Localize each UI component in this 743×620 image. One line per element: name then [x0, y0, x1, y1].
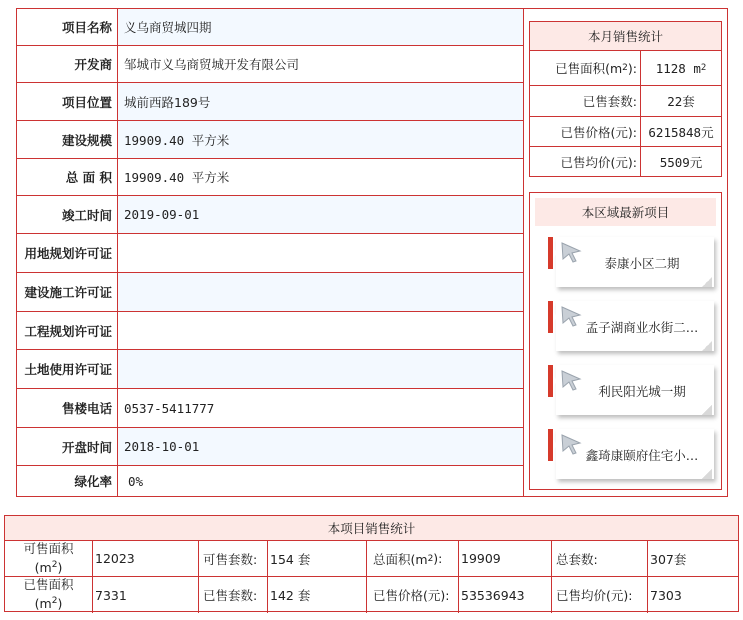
available-units-value: 154 套	[267, 541, 366, 576]
info-row-land-use-permit	[17, 350, 523, 389]
total-units-label: 总套数:	[551, 541, 647, 576]
info-row-location	[17, 83, 523, 121]
land-use-permit-label: 土地使用许可证	[17, 350, 118, 388]
available-area-unit-text: (m	[34, 560, 52, 576]
avg-price-value: 7303	[647, 577, 738, 613]
latest-projects-title: 本区域最新项目	[535, 198, 716, 226]
info-row-greening-rate	[17, 466, 523, 496]
project-info-table	[16, 8, 524, 497]
sold-units-label: 已售套数:	[198, 577, 267, 613]
latest-project-name[interactable]: 鑫琦康颐府住宅小…	[585, 448, 699, 463]
land-planning-permit-label: 用地规划许可证	[17, 234, 118, 272]
construction-permit-value	[118, 273, 523, 311]
total-area-stats-label	[366, 541, 458, 576]
developer-label: 开发商	[17, 46, 118, 82]
available-area-label	[5, 541, 92, 576]
sold-price-value: 53536943	[458, 577, 551, 613]
construction-permit-label: 建设施工许可证	[17, 273, 118, 311]
build-scale-value: 19909.40 平方米	[118, 121, 523, 158]
month-row-sold-area	[530, 51, 721, 86]
total-area-label: 总 面 积	[17, 159, 118, 195]
month-avg-price-value: 5509元	[659, 154, 703, 170]
latest-projects-panel	[529, 192, 722, 490]
month-sold-units-value: 22套	[667, 94, 695, 109]
card-marker-arrow-icon	[553, 376, 558, 386]
completion-date-label: 竣工时间	[17, 196, 118, 233]
page-curl	[702, 277, 712, 287]
latest-project-item[interactable]	[548, 365, 716, 419]
total-area-stats-label-sup: 2	[427, 553, 434, 564]
info-row-developer	[17, 46, 523, 83]
month-sold-price-value: 6215848元	[648, 124, 714, 140]
project-sales-title: 本项目销售统计	[5, 516, 738, 541]
total-area-stats-label-text: 总面积(m	[373, 551, 428, 567]
info-row-build-scale	[17, 121, 523, 159]
project-name-label: 项目名称	[17, 9, 118, 45]
info-row-total-area	[17, 159, 523, 196]
card-marker-arrow-icon	[553, 440, 558, 450]
sold-area-label-text: 已售面积	[23, 577, 74, 593]
latest-project-name[interactable]: 利民阳光城一期	[598, 384, 686, 399]
month-sold-area-label	[530, 51, 641, 85]
info-row-completion-date	[17, 196, 523, 234]
latest-project-item[interactable]	[548, 429, 716, 483]
info-row-construction-permit	[17, 273, 523, 312]
month-avg-price-label: 已售均价(元):	[530, 147, 641, 176]
info-row-engineering-permit	[17, 312, 523, 350]
total-area-value: 19909.40 平方米	[124, 170, 230, 185]
available-area-label-text: 可售面积	[23, 540, 74, 556]
month-sold-area-label-end: ):	[627, 60, 637, 76]
latest-project-name[interactable]: 泰康小区二期	[604, 256, 680, 271]
opening-date-label: 开盘时间	[17, 428, 118, 465]
sold-area-label	[5, 577, 92, 613]
location-value: 城前西路189号	[118, 83, 523, 120]
project-sales-stats	[4, 515, 739, 612]
sold-area-unit-end: )	[57, 596, 63, 612]
available-area-value: 12023	[92, 541, 198, 576]
engineering-permit-value	[118, 312, 523, 349]
month-row-sold-price	[530, 117, 721, 147]
sold-area-unit-sup: 2	[51, 596, 58, 607]
info-row-project-name	[17, 9, 523, 46]
month-stats-title: 本月销售统计	[530, 22, 721, 51]
sales-phone-value: 0537-5411777	[124, 400, 215, 416]
land-use-permit-value	[118, 350, 523, 388]
engineering-permit-label: 工程规划许可证	[17, 312, 118, 349]
latest-project-name[interactable]: 孟子湖商业水街二…	[585, 320, 699, 335]
avg-price-label: 已售均价(元):	[551, 577, 647, 613]
developer-value: 邹城市义乌商贸城开发有限公司	[124, 57, 300, 72]
project-sales-row-sold	[5, 577, 738, 613]
total-area-stats-label-end: ):	[433, 551, 443, 566]
month-sold-area-value-text: 1128 m	[655, 60, 701, 76]
month-row-sold-units	[530, 86, 721, 117]
greening-rate-label: 绿化率	[17, 466, 118, 496]
month-sold-units-label: 已售套数:	[530, 86, 641, 116]
sales-phone-label: 售楼电话	[17, 389, 118, 427]
land-planning-permit-value	[118, 234, 523, 272]
page-curl	[702, 469, 712, 479]
opening-date-value: 2018-10-01	[118, 428, 523, 465]
info-row-opening-date	[17, 428, 523, 466]
greening-rate-value: 0%	[128, 473, 144, 489]
sold-area-unit	[35, 593, 63, 612]
info-row-land-planning-permit	[17, 234, 523, 273]
sold-units-value: 142 套	[267, 577, 366, 613]
available-units-label: 可售套数:	[198, 541, 267, 576]
project-sales-row-available	[5, 541, 738, 577]
completion-date-value: 2019-09-01	[118, 196, 523, 233]
available-area-unit	[35, 557, 63, 576]
sold-price-label: 已售价格(元):	[366, 577, 458, 613]
latest-project-item[interactable]	[548, 237, 716, 291]
month-row-avg-price	[530, 147, 721, 176]
latest-project-item[interactable]	[548, 301, 716, 355]
sold-area-unit-text: (m	[34, 596, 52, 612]
month-sold-area-label-sup: 2	[622, 63, 628, 73]
sold-area-value: 7331	[92, 577, 198, 613]
location-label: 项目位置	[17, 83, 118, 120]
month-sold-area-label-text: 已售面积(m	[555, 61, 623, 76]
project-name-value: 义乌商贸城四期	[118, 9, 523, 45]
page-curl	[702, 405, 712, 415]
available-area-unit-sup: 2	[51, 559, 58, 570]
info-row-sales-phone	[17, 389, 523, 428]
total-units-value: 307套	[647, 541, 738, 576]
card-marker-arrow-icon	[553, 248, 558, 258]
month-sold-price-label: 已售价格(元):	[530, 117, 641, 146]
page-curl	[702, 341, 712, 351]
build-scale-label: 建设规模	[17, 121, 118, 158]
available-area-unit-end: )	[57, 560, 63, 576]
card-marker-arrow-icon	[553, 312, 558, 322]
month-sold-area-value-sup: 2	[700, 63, 707, 73]
month-sold-area-value	[641, 51, 721, 85]
total-area-stats-value: 19909	[458, 541, 551, 576]
month-sales-stats	[529, 21, 722, 177]
